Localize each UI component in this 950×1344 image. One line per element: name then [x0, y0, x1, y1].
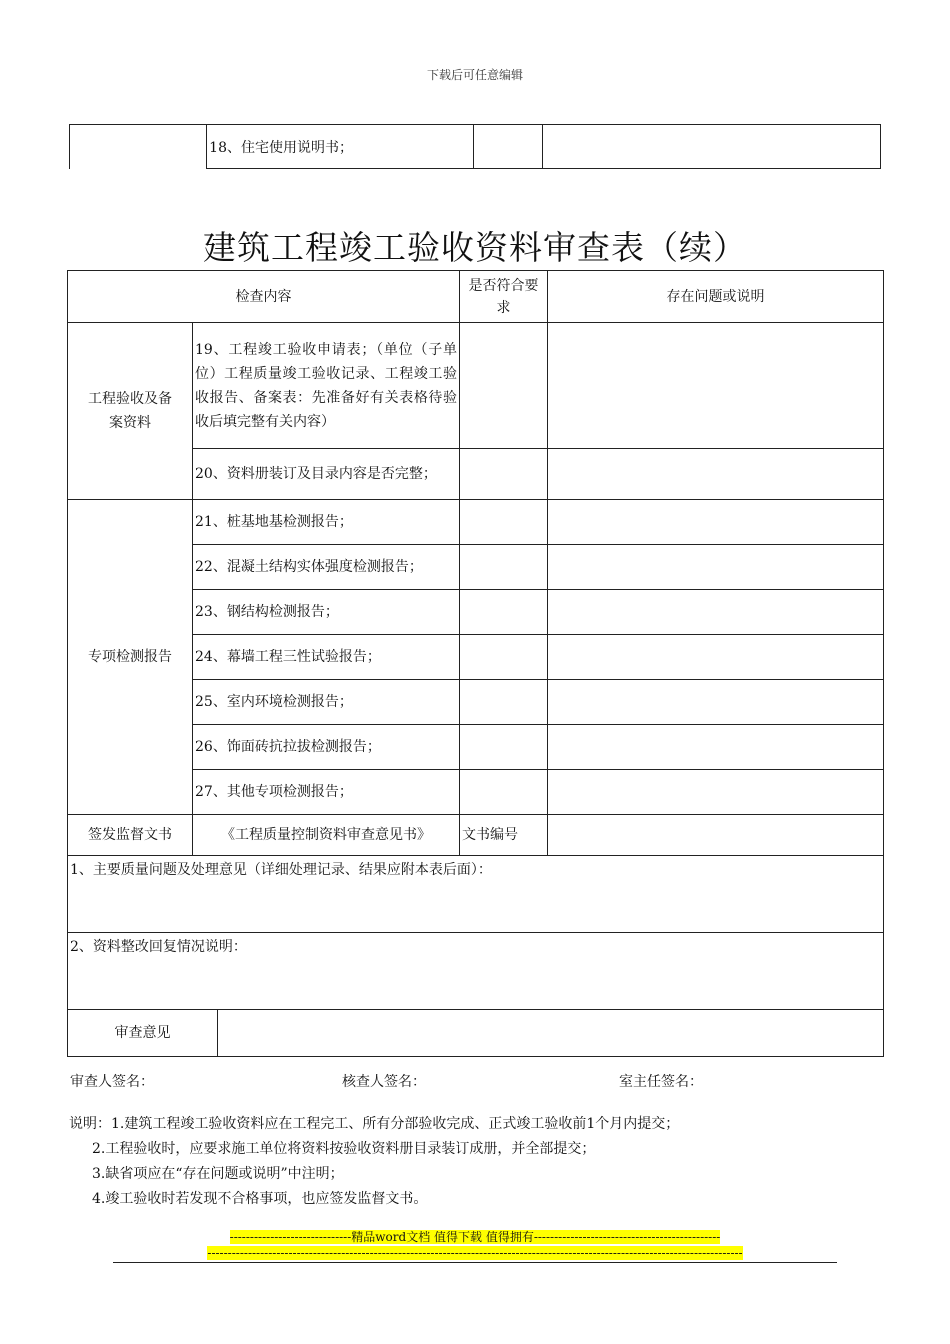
header-note: 下载后可任意编辑 — [426, 68, 523, 82]
conform-cell[interactable] — [460, 725, 548, 770]
doc-number-cell[interactable] — [548, 815, 884, 856]
group-special: 专项检测报告 — [68, 500, 193, 815]
item-25: 25、室内环境检测报告； — [193, 680, 460, 725]
section-2: 2、资料整改回复情况说明： — [68, 933, 884, 1010]
issues-cell[interactable] — [548, 323, 884, 449]
issues-cell[interactable] — [548, 725, 884, 770]
table-row — [68, 500, 884, 545]
item-18-cell — [207, 125, 474, 169]
header-issues: 存在问题或说明 — [548, 271, 884, 323]
conform-cell[interactable] — [460, 635, 548, 680]
header-conform: 是否符合要求 — [460, 271, 548, 323]
group-supervision: 签发监督文书 — [68, 815, 193, 856]
issues-cell[interactable] — [548, 545, 884, 590]
group-acceptance — [68, 323, 193, 500]
table-row — [70, 125, 881, 169]
conform-cell[interactable] — [460, 545, 548, 590]
review-opinion-label: 审查意见 — [68, 1010, 218, 1057]
item-24: 24、幕墙工程三性试验报告； — [193, 635, 460, 680]
item-26: 26、饰面砖抗拉拔检测报告； — [193, 725, 460, 770]
note-2: 2.工程验收时，应要求施工单位将资料按验收资料册目录装订成册，并全部提交； — [92, 1141, 596, 1157]
conform-cell[interactable] — [460, 770, 548, 815]
table-row — [68, 815, 884, 856]
footer-banner — [176, 1229, 774, 1261]
item-27: 27、其他专项检测报告； — [193, 770, 460, 815]
table-row — [68, 933, 884, 1010]
reviewer-signature: 审查人签名： — [70, 1074, 154, 1090]
item-19: 19、工程竣工验收申请表；（单位（子单位）工程质量竣工验收记录、工程竣工验收报告、备案表：先准备好有关表格待验收后填完整有关内容） — [193, 323, 460, 449]
issues-cell[interactable] — [542, 125, 880, 169]
group-acceptance-label: 工程验收及备案资料 — [88, 391, 172, 431]
conform-cell[interactable] — [460, 590, 548, 635]
conform-cell[interactable] — [460, 500, 548, 545]
issues-cell[interactable] — [548, 680, 884, 725]
director-signature: 室主任签名： — [619, 1074, 703, 1090]
checker-signature: 核查人签名： — [342, 1074, 426, 1090]
page-title: 建筑工程竣工验收资料审查表（续） — [203, 228, 747, 267]
notes — [69, 1112, 679, 1212]
table-row — [68, 323, 884, 449]
table-row — [68, 856, 884, 933]
issues-cell[interactable] — [548, 770, 884, 815]
conform-cell[interactable] — [460, 680, 548, 725]
item-22: 22、混凝土结构实体强度检测报告； — [193, 545, 460, 590]
conform-cell[interactable] — [474, 125, 542, 169]
conform-cell[interactable] — [460, 449, 548, 500]
section-1: 1、主要质量问题及处理意见（详细处理记录、结果应附本表后面）： — [68, 856, 884, 933]
empty-cell — [70, 125, 207, 169]
note-4: 4.竣工验收时若发现不合格事项，也应签发监督文书。 — [92, 1191, 428, 1207]
footer-divider — [113, 1262, 837, 1263]
issues-cell[interactable] — [548, 500, 884, 545]
supervision-doc: 《工程质量控制资料审查意见书》 — [193, 815, 460, 856]
issues-cell[interactable] — [548, 449, 884, 500]
doc-number-label: 文书编号 — [460, 815, 548, 856]
footer-line-2: ------------------------------------------------------------------------------------------------------------------------------------ — [207, 1246, 743, 1260]
note-1: 说明：1.建筑工程竣工验收资料应在工程完工、所有分部验收完成、正式竣工验收前1个月内提交； — [69, 1116, 680, 1132]
item-23: 23、钢结构检测报告； — [193, 590, 460, 635]
note-3: 3.缺省项应在“存在问题或说明”中注明； — [92, 1166, 344, 1182]
review-table — [67, 270, 884, 1057]
table-row — [68, 1010, 884, 1057]
item-18-text: 18、住宅使用说明书； — [209, 139, 353, 156]
continuation-table — [69, 124, 881, 169]
table-header-row — [68, 271, 884, 323]
issues-cell[interactable] — [548, 590, 884, 635]
item-21: 21、桩基地基检测报告； — [193, 500, 460, 545]
item-20: 20、资料册装订及目录内容是否完整； — [193, 449, 460, 500]
header-check-content: 检查内容 — [68, 271, 460, 323]
footer-line-1: ------------------------------精品word文档 值得下载 值得拥有---------------------------------------------- — [229, 1230, 721, 1244]
conform-cell[interactable] — [460, 323, 548, 449]
review-opinion-cell[interactable] — [218, 1010, 884, 1057]
issues-cell[interactable] — [548, 635, 884, 680]
